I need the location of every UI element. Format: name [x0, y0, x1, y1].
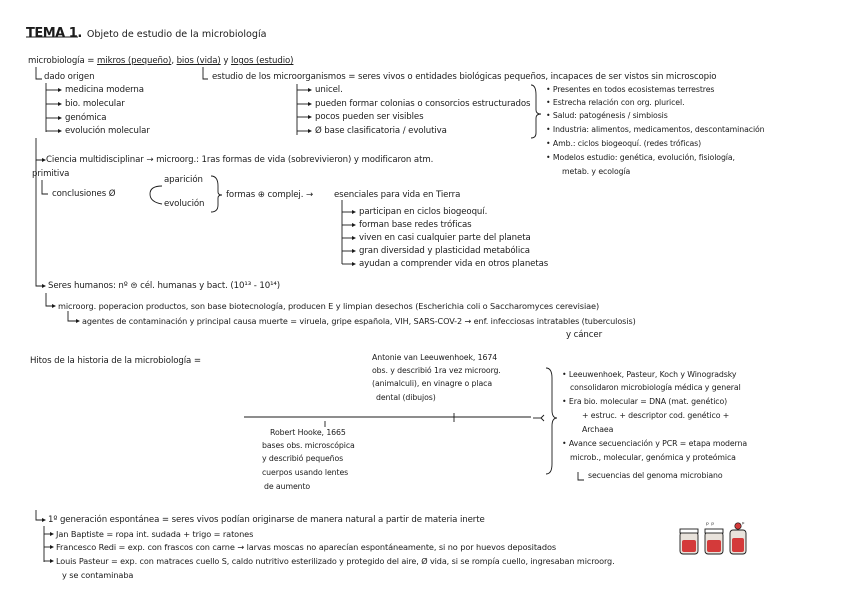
- def-mikros: mikros (pequeño): [97, 56, 172, 66]
- right-bullet: • Salud: patogénesis / simbiosis: [546, 111, 668, 120]
- hitos-right-line: microb., molecular, genómica y proteómica: [570, 453, 736, 462]
- hitos-right-line: Archaea: [582, 425, 614, 434]
- right-bullet: • Amb.: ciclos biogeoquí. (redes tróficas): [546, 139, 702, 148]
- def-bios: bios (vida): [176, 56, 221, 66]
- jar-open-icon: [680, 529, 698, 554]
- micro-prop: Ø base clasificatoria / evolutiva: [315, 126, 447, 136]
- def-join: y: [223, 56, 229, 66]
- generacion-item: Francesco Redi = exp. con frascos con carne → larvas moscas no aparecían espontáneamente, si no por huevos depositados: [56, 542, 557, 552]
- hitos-right-line: • Avance secuenciación y PCR = etapa moderna: [562, 439, 748, 448]
- page-title: [26, 22, 267, 41]
- title-main: TEMA 1.: [26, 26, 82, 41]
- esenciales: esenciales para vida en Tierra: [334, 190, 461, 200]
- estudio-microorganismos: estudio de los microorganismos = seres vivos o entidades biológicas pequeños, incapaces de ser vistos sin microscopio: [212, 72, 717, 82]
- hooke-line: cuerpos usando lentes: [262, 468, 349, 477]
- origin-item: evolución molecular: [65, 126, 150, 136]
- svg-text:ᵖ ᵖ: ᵖ ᵖ: [706, 521, 715, 529]
- aparicion: aparición: [164, 175, 203, 185]
- definition-line: microbiología = mikros (pequeño), bios (vida) y logos (estudio): [28, 56, 294, 66]
- hitos-right-line: + estruc. + descriptor cod. genético +: [582, 411, 730, 420]
- hooke-line: de aumento: [264, 482, 311, 491]
- esencial-item: viven en casi cualquier parte del planeta: [359, 233, 531, 243]
- origin-item: medicina moderna: [65, 85, 144, 95]
- jar-illustrations: [676, 518, 756, 560]
- hitos-right-line: • Leeuwenhoek, Pasteur, Koch y Winogradsky: [562, 370, 737, 379]
- leeuwenhoek-line: obs. y describió 1ra vez microorg.: [372, 366, 501, 375]
- esencial-item: forman base redes tróficas: [359, 220, 472, 230]
- esencial-item: gran diversidad y plasticidad metabólica: [359, 246, 530, 256]
- hitos-label: Hitos de la historia de la microbiología =: [30, 356, 201, 366]
- hitos-right-line: consolidaron microbiología médica y general: [570, 383, 741, 392]
- micro-prop: pueden formar colonias o consorcios estructurados: [315, 99, 531, 109]
- seres-line4: y cáncer: [566, 330, 603, 340]
- generacion-item: Louis Pasteur = exp. con matraces cuello S, caldo nutritivo esterilizado y protegido del aire, Ø vida, si se rompía cuello, ingresaban microorg.: [56, 556, 615, 566]
- ciencia-line: Ciencia multidisciplinar → microorg.: 1ras formas de vida (sobrevivieron) y modificaron atm.: [46, 155, 434, 165]
- title-sub: Objeto de estudio de la microbiología: [86, 29, 267, 40]
- seres-line2: microorg. poperacion productos, son base biotecnología, producen E y limpian desechos (Escherichia coli o Saccharomyces cerevisiae): [58, 301, 600, 311]
- right-bullet: • Modelos estudio: genética, evolución, fisiología,: [546, 153, 735, 162]
- leeuwenhoek-line: (animalculi), en vinagre o placa: [372, 379, 493, 388]
- seres-line3: agentes de contaminación y principal causa muerte = viruela, gripe española, VIH, SARS-COV-2 → enf. infecciosas intratables (tuberculosis): [82, 316, 636, 326]
- dado-origen: dado origen: [44, 72, 95, 82]
- hitos-right-line: secuencias del genoma microbiano: [588, 471, 723, 480]
- generacion-item: Jan Baptiste = ropa int. sudada + trigo = ratones: [56, 529, 254, 539]
- def-logos: logos (estudio): [230, 56, 294, 66]
- evolucion: evolución: [164, 199, 205, 209]
- generacion-line: 1º generación espontánea = seres vivos podían originarse de manera natural a partir de materia inerte: [48, 515, 485, 525]
- jar-gauze-icon: [730, 521, 746, 554]
- right-bullet: • Presentes en todos ecosistemas terrestres: [546, 85, 715, 94]
- primitiva: primitiva: [32, 169, 70, 179]
- right-bullet: • Estrecha relación con org. pluricel.: [546, 98, 685, 107]
- origin-item: bio. molecular: [65, 99, 125, 109]
- hooke-line: Robert Hooke, 1665: [270, 428, 346, 437]
- formas-complej: formas ⊕ complej. →: [226, 190, 314, 200]
- hooke-line: bases obs. microscópica: [262, 441, 355, 450]
- leeuwenhoek-line: dental (dibujos): [376, 393, 436, 402]
- def-lead: microbiología =: [28, 56, 98, 66]
- seres-line: Seres humanos: nº ⊜ cél. humanas y bact. (10¹³ - 10¹⁴): [48, 281, 281, 291]
- micro-prop: pocos pueden ser visibles: [315, 112, 424, 122]
- hitos-right-line: • Era bio. molecular = DNA (mat. genético): [562, 397, 728, 406]
- leeuwenhoek-line: Antonie van Leeuwenhoek, 1674: [372, 353, 498, 362]
- esencial-item: ayudan a comprender vida en otros planetas: [359, 259, 549, 269]
- right-bullet: • Industria: alimentos, medicamentos, descontaminación: [546, 125, 765, 134]
- micro-prop: unicel.: [315, 85, 343, 95]
- esencial-item: participan en ciclos biogeoquí.: [359, 207, 488, 217]
- svg-text:ᵖ: ᵖ: [742, 521, 745, 528]
- hooke-line: y describió pequeños: [262, 454, 344, 463]
- right-bullet-cont: metab. y ecología: [562, 167, 631, 176]
- jar-covered-icon: [705, 521, 723, 554]
- generacion-item-cont: y se contaminaba: [62, 570, 134, 580]
- conclusiones: conclusiones Ø: [52, 189, 116, 199]
- origin-item: genómica: [65, 113, 107, 123]
